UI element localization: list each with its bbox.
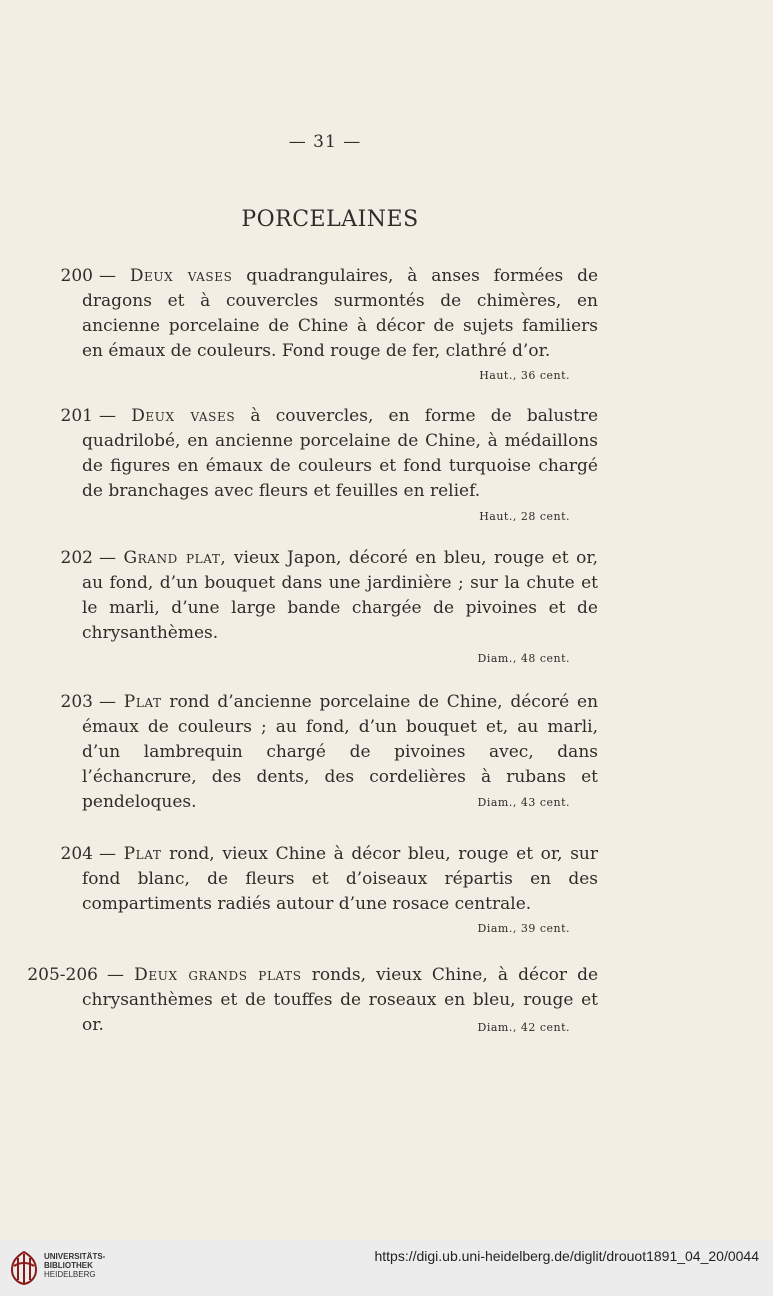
- library-name-line1: UNIVERSITÄTS-: [44, 1252, 106, 1261]
- entry-dash: —: [99, 844, 116, 864]
- entry-caption: Deux vases: [129, 266, 233, 286]
- entry-description: rond, vieux Chine à décor bleu, rouge et or, sur fond blanc, de fleurs et d’oiseaux répartis en des compartiments radiés autour d’une rosace centrale.: [82, 844, 598, 914]
- entry-measurement: Haut., 28 cent.: [479, 510, 570, 523]
- entry-description: rond d’ancienne porcelaine de Chine, décoré en émaux de couleurs ; au fond, d’un bouquet et, au marli, d’un lambrequin chargé de pivoines avec, dans l’échancrure, des dents, des cordelières à rubans et pendeloques.: [82, 692, 599, 812]
- entry-description: quadrangulaires, à anses formées de dragons et à couvercles surmontés de chimères, en ancienne porcelaine de Chine à décor de sujets familiers en émaux de couleurs. Fond rouge de fer, clathré d’or.: [82, 266, 599, 361]
- entry-caption: Plat: [123, 692, 162, 712]
- library-name-line2: BIBLIOTHEK: [44, 1261, 93, 1270]
- entry-dash: —: [107, 965, 124, 985]
- entry-number: 201: [60, 406, 93, 426]
- entry-measurement: Diam., 48 cent.: [477, 652, 570, 665]
- entry-number: 203: [60, 692, 93, 712]
- entry-description: à couvercles, en forme de balustre quadrilobé, en ancienne porcelaine de Chine, à médaillons de figures en émaux de couleurs et fond turquoise chargé de branchages avec fleurs et feuilles en relief.: [82, 406, 599, 501]
- entry-caption: Deux grands plats: [134, 965, 302, 985]
- entry-dash: —: [99, 266, 116, 286]
- university-library-logo-icon: [8, 1250, 40, 1286]
- entry-dash: —: [99, 548, 116, 568]
- viewer-footer: [0, 1240, 773, 1296]
- entry-caption: Plat: [123, 844, 162, 864]
- entry-dash: —: [99, 692, 116, 712]
- library-name: [44, 1252, 154, 1279]
- section-title: PORCELAINES: [241, 207, 419, 232]
- entry-caption: Grand plat,: [123, 548, 227, 568]
- entry-description: vieux Japon, décoré en bleu, rouge et or, au fond, d’un bouquet dans une jardinière ; sur la chute et le marli, d’une large bande chargée de pivoines et de chrysanthèmes.: [82, 548, 599, 643]
- library-name-line3: HEIDELBERG: [44, 1270, 96, 1279]
- entry-dash: —: [99, 406, 116, 426]
- entry-text: [82, 404, 598, 504]
- entry-measurement: Haut., 36 cent.: [479, 369, 570, 382]
- entry-caption: Deux vases: [131, 406, 236, 426]
- entry-number: 204: [60, 844, 93, 864]
- entry-number: 202: [60, 548, 93, 568]
- entry-measurement: Diam., 43 cent.: [477, 796, 570, 809]
- entry-text: [82, 842, 598, 917]
- entry-text: [82, 264, 598, 364]
- source-url-link[interactable]: https://digi.ub.uni-heidelberg.de/diglit/drouot1891_04_20/0044: [374, 1248, 759, 1264]
- entry-description: ronds, vieux Chine, à décor de chrysanthèmes et de touffes de roseaux en bleu, rouge et or.: [82, 965, 599, 1035]
- entry-measurement: Diam., 42 cent.: [477, 1021, 570, 1034]
- entry-number: 205-206: [27, 965, 98, 985]
- entry-text: [82, 546, 598, 646]
- entry-measurement: Diam., 39 cent.: [477, 922, 570, 935]
- page-number: — 31 —: [288, 132, 362, 152]
- entry-number: 200: [60, 266, 93, 286]
